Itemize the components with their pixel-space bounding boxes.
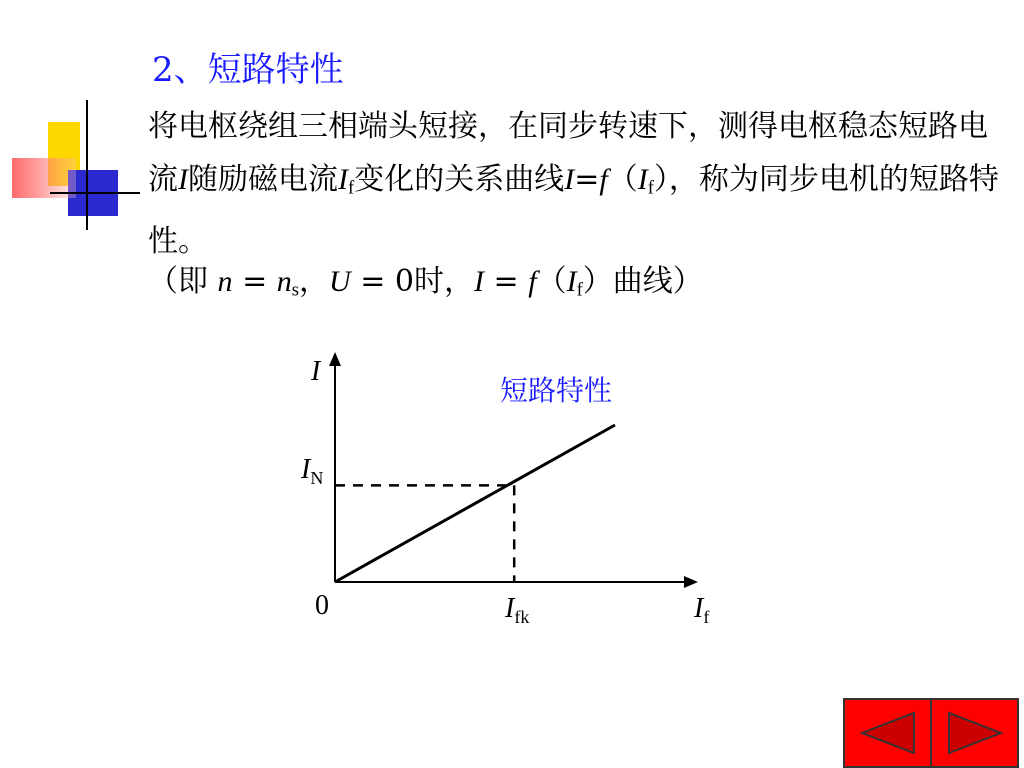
series-line-0 — [335, 425, 615, 582]
rated-current-label: $I_N$ — [301, 454, 324, 488]
para-text-1: 将电枢绕组三相端头短接，在同步转速下，测得电枢稳态短路电流 — [148, 109, 988, 197]
cond-If-sub: f — [576, 279, 583, 301]
cond-U: U — [329, 265, 351, 298]
cond-eq2: = — [350, 264, 395, 299]
symbol-If-sub: f — [348, 177, 355, 199]
cond-lp: （ — [536, 264, 567, 299]
cond-close: 曲线） — [612, 264, 703, 299]
para-text-2: 随励磁电流 — [188, 162, 338, 197]
para-text-3: 变化的关系曲线 — [354, 162, 565, 197]
origin-label: 0 — [315, 590, 329, 621]
formula-I: I — [564, 163, 575, 196]
para-text-4: ，称为同步电机的短路特性。 — [148, 162, 999, 259]
cond-sep1: ， — [299, 264, 330, 299]
field-current-label: $I_{fk}$ — [505, 593, 530, 627]
formula-If: I — [637, 163, 648, 196]
y-axis-label: I — [311, 356, 321, 387]
x-axis-arrow — [684, 576, 698, 588]
cond-ns-sub: s — [291, 279, 300, 301]
slide-title: 2、短路特性 — [152, 50, 344, 90]
formula-eq: = — [574, 162, 600, 197]
slide-navigation — [843, 698, 1019, 768]
cond-eq3: = — [484, 264, 529, 299]
x-axis-label: $I_f$ — [694, 593, 710, 627]
cond-rp: ） — [582, 264, 613, 299]
symbol-I: I — [178, 163, 188, 196]
symbol-If: I — [338, 163, 348, 196]
cond-zero-when: 0时， — [394, 264, 474, 299]
cond-f: f — [528, 265, 537, 298]
cond-eq1: = — [232, 264, 277, 299]
cond-I: I — [474, 265, 484, 298]
formula-f: f — [599, 163, 608, 196]
formula-If-sub: f — [647, 177, 654, 199]
chart-labels — [300, 356, 709, 627]
curve-title: 短路特性 — [499, 376, 613, 407]
formula-lp: （ — [607, 162, 638, 197]
chart-marks — [335, 425, 615, 582]
next-slide-button[interactable] — [930, 700, 1017, 766]
prev-slide-button[interactable] — [845, 700, 930, 766]
y-axis-arrow — [329, 352, 341, 366]
cond-ns: n — [276, 265, 292, 298]
cond-open: （即 — [148, 264, 218, 299]
triangle-right-icon — [945, 710, 1005, 756]
triangle-left-icon — [858, 710, 918, 756]
cond-n: n — [217, 265, 233, 298]
cond-If: I — [566, 265, 577, 298]
formula-rp: ） — [653, 162, 669, 197]
